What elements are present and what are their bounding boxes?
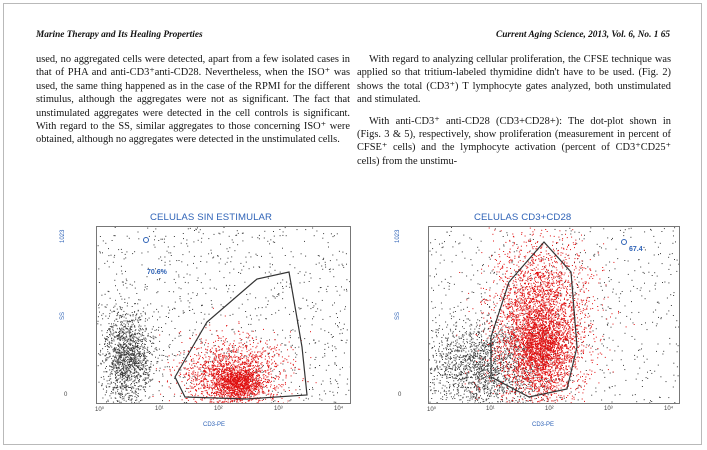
plot-2-xtick-3: 10³ [604,406,613,412]
running-header-journal: Current Aging Science, 2013, Vol. 6, No. 1 65 [496,30,670,40]
right-column [357,53,671,176]
right-paragraph-2: With anti-CD3⁺ anti-CD28 (CD3+CD28+): The dot-plot shown in (Figs. 3 & 5), respectively, show proliferation (measurement in percent of CFSE⁺ cells) and the lymphocyte activation (percent of CD3⁺CD25⁺ cells) from the unstimu- [357,115,671,167]
plot-2-ylabel: SS [395,311,401,320]
gate-marker-icon [621,239,627,245]
plot-1-xtick-1: 10¹ [155,406,164,412]
plot-1-xtick-4: 10⁴ [334,406,344,412]
left-column [36,53,350,155]
plot-2-xtick-2: 10² [545,406,554,412]
plot-2-ymax-label: 1023 [395,229,401,243]
running-header-title: Marine Therapy and Its Healing Properties [36,30,203,40]
plot-1-ymax-label: 1023 [60,229,66,243]
gate-marker-icon [143,237,149,243]
right-paragraph-1: With regard to analyzing cellular proliferation, the CFSE technique was applied so that tritium-labeled thymidine didn't have to be used. (Fig. 2) shows the total (CD3⁺) T lymphocyte gates analyzed, both unstimulated and stimulated. [357,54,671,106]
plot-1-xlabel: CD3-PE [203,422,226,428]
plot-1-xtick-2: 10² [214,406,223,412]
plot-1-gate-value: 70.6% [147,269,167,276]
plot-2-title: CELULAS CD3+CD28 [474,212,572,223]
plot-2-scatter [429,227,679,403]
plot-2-xtick-1: 10¹ [486,406,495,412]
plot-2-xtick-0: 10⁰ [427,407,437,413]
plot-1-scatter [97,227,350,403]
plot-1-title: CELULAS SIN ESTIMULAR [150,212,273,223]
plot-1-xtick-3: 10³ [274,406,283,412]
plot-2-gate-value: 67.4 [629,246,643,253]
plot-2-ymin-label: 0 [398,392,402,398]
plot-1-xtick-0: 10⁰ [95,407,105,413]
plot-1-area [96,226,351,404]
plot-2-area [428,226,680,404]
plot-1-ylabel: SS [60,311,66,320]
plot-2-xlabel: CD3-PE [532,422,555,428]
plot-2-xtick-4: 10⁴ [664,406,674,412]
plot-1-ymin-label: 0 [64,392,68,398]
left-paragraph: used, no aggregated cells were detected, apart from a few isolated cases in that of PHA and anti-CD3⁺anti-CD28. Nevertheless, when the ISO⁺ was used, the same thing happened as in the case of the RPMI for the different stimulus, although the aggregates were not as significant. The fact that unstimulated aggregates were detected in the cell controls is significant. With regard to the SS, similar aggregates to those concerning ISO⁺ were obtained, although no aggregates were detected in the unstimulated cells. [36,54,350,146]
